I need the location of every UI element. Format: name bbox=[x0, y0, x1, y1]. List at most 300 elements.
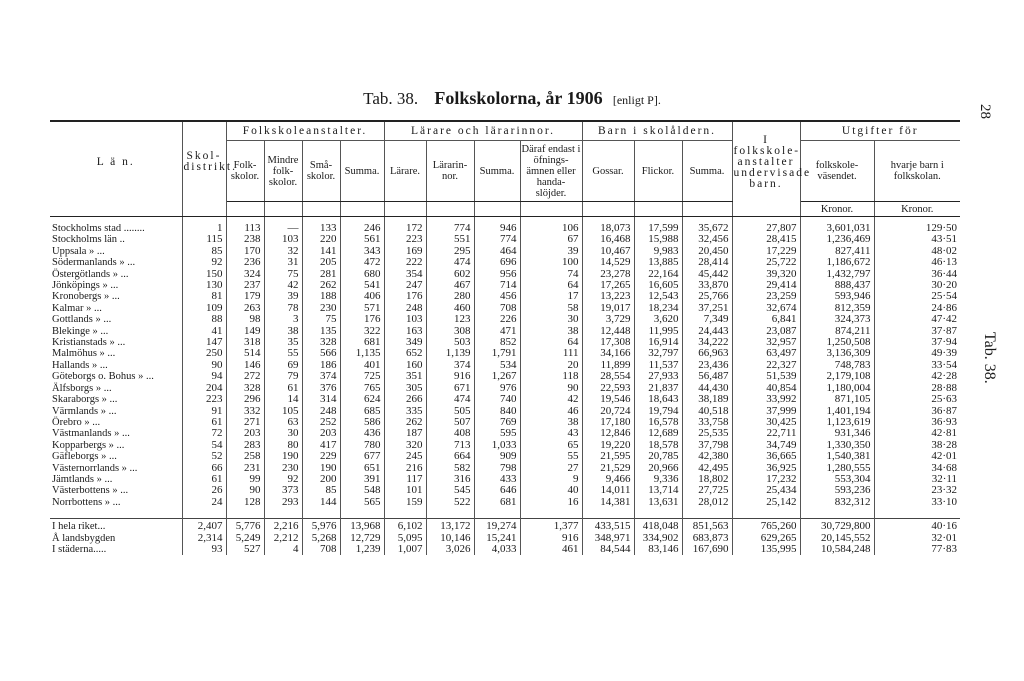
table-cell: 11,899 bbox=[582, 360, 634, 371]
row-label: Västerbottens » ... bbox=[50, 485, 182, 496]
group-header-row bbox=[50, 121, 960, 141]
group-header-folkskoleanstalter: Folkskoleanstalter. bbox=[226, 121, 384, 141]
table-cell: 163 bbox=[384, 326, 426, 337]
table-cell: 13,968 bbox=[340, 519, 384, 533]
total-row bbox=[50, 544, 960, 555]
table-cell: 514 bbox=[226, 348, 264, 359]
table-cell: 871,105 bbox=[800, 394, 874, 405]
table-cell: 94 bbox=[182, 371, 226, 382]
table-cell: 2,212 bbox=[264, 533, 302, 544]
source-note: [enligt P]. bbox=[612, 93, 661, 107]
table-cell: 248 bbox=[302, 406, 340, 417]
table-cell: 43 bbox=[520, 428, 582, 439]
table-cell: 376 bbox=[302, 383, 340, 394]
side-table-label: Tab. 38. bbox=[981, 332, 998, 384]
table-cell: 22,711 bbox=[732, 428, 800, 439]
table-cell: 46·13 bbox=[931, 256, 958, 269]
table-cell: 12,689 bbox=[634, 428, 682, 439]
table-cell: 305 bbox=[384, 383, 426, 394]
table-cell: 9,336 bbox=[634, 474, 682, 485]
table-cell: 916 bbox=[426, 371, 474, 382]
table-cell: 18,578 bbox=[634, 440, 682, 451]
table-cell: 13,172 bbox=[426, 519, 474, 533]
table-cell: 45,442 bbox=[682, 269, 732, 280]
table-cell: 21,837 bbox=[634, 383, 682, 394]
table-cell: 30,425 bbox=[732, 417, 800, 428]
table-cell: 40 bbox=[520, 485, 582, 496]
table-cell: 23,436 bbox=[682, 360, 732, 371]
row-label: I städerna..... bbox=[50, 544, 182, 555]
table-cell: 40,854 bbox=[732, 383, 800, 394]
table-cell: 595 bbox=[474, 428, 520, 439]
table-cell: 696 bbox=[474, 257, 520, 268]
table-cell: 417 bbox=[302, 440, 340, 451]
table-cell: 474 bbox=[426, 257, 474, 268]
row-label: Norrbottens » ... bbox=[50, 497, 182, 508]
table-cell: 12,729 bbox=[340, 533, 384, 544]
table-cell: 55 bbox=[520, 451, 582, 462]
table-cell: 602 bbox=[426, 269, 474, 280]
table-cell: 17,232 bbox=[732, 474, 800, 485]
table-cell: 130 bbox=[182, 280, 226, 291]
table-cell: 24 bbox=[182, 497, 226, 508]
table-heading: Folkskolorna, år 1906 bbox=[434, 88, 603, 108]
table-cell: 263 bbox=[226, 303, 264, 314]
table-cell: 69 bbox=[264, 360, 302, 371]
table-cell: 83,146 bbox=[634, 544, 682, 555]
row-label: Jämtlands » ... bbox=[50, 474, 182, 485]
table-cell: 186 bbox=[302, 360, 340, 371]
table-cell: 391 bbox=[340, 474, 384, 485]
table-cell: 103 bbox=[264, 234, 302, 245]
table-cell: 507 bbox=[426, 417, 474, 428]
table-cell: 56,487 bbox=[682, 371, 732, 382]
table-cell: 40·16 bbox=[874, 519, 960, 533]
table-cell: 248 bbox=[384, 303, 426, 314]
table-cell: 36·93 bbox=[931, 415, 958, 428]
table-cell: 32,456 bbox=[682, 234, 732, 245]
table-cell: 223 bbox=[384, 234, 426, 245]
table-cell: 652 bbox=[384, 348, 426, 359]
table-cell: 314 bbox=[302, 394, 340, 405]
table-cell: 551 bbox=[426, 234, 474, 245]
table-cell: 75 bbox=[264, 269, 302, 280]
table-cell: 34·68 bbox=[931, 461, 958, 474]
table-cell: 32·11 bbox=[931, 472, 958, 485]
table-cell: 1,432,797 bbox=[800, 269, 874, 280]
table-cell: 117 bbox=[384, 474, 426, 485]
table-cell: 176 bbox=[384, 291, 426, 302]
table-cell: 624 bbox=[340, 394, 384, 405]
row-label: I hela riket... bbox=[50, 519, 182, 533]
table-cell: 17,308 bbox=[582, 337, 634, 348]
table-cell: 5,976 bbox=[302, 519, 340, 533]
table-cell: 19,546 bbox=[582, 394, 634, 405]
table-cell: 11,537 bbox=[634, 360, 682, 371]
table-cell: 3,620 bbox=[634, 314, 682, 325]
table-cell: 373 bbox=[264, 485, 302, 496]
table-cell: 5,268 bbox=[302, 533, 340, 544]
table-cell: 29,414 bbox=[732, 280, 800, 291]
table-cell: 14,381 bbox=[582, 497, 634, 508]
table-cell: 170 bbox=[226, 246, 264, 257]
table-cell: 133 bbox=[302, 223, 340, 234]
row-label: Kalmar » ... bbox=[50, 303, 182, 314]
table-cell: 683,873 bbox=[682, 533, 732, 544]
table-row bbox=[50, 314, 960, 325]
table-cell: 571 bbox=[340, 303, 384, 314]
table-cell: 42·81 bbox=[931, 427, 958, 440]
table-cell: 23,259 bbox=[732, 291, 800, 302]
table-cell: 203 bbox=[226, 428, 264, 439]
table-cell: 27 bbox=[520, 463, 582, 474]
row-label: Skaraborgs » ... bbox=[50, 394, 182, 405]
table-cell: 548 bbox=[340, 485, 384, 496]
table-cell: 931,346 bbox=[800, 428, 874, 439]
table-cell: 35,672 bbox=[682, 223, 732, 234]
table-cell: 44,430 bbox=[682, 383, 732, 394]
table-cell: 93 bbox=[182, 544, 226, 555]
table-cell: 32,797 bbox=[634, 348, 682, 359]
table-cell: 36,665 bbox=[732, 451, 800, 462]
table-cell: 374 bbox=[302, 371, 340, 382]
table-cell: 467 bbox=[426, 280, 474, 291]
col-header-summa-barn: Summa. bbox=[682, 141, 732, 202]
table-cell: 223 bbox=[182, 394, 226, 405]
table-row bbox=[50, 394, 960, 405]
table-cell: 6,102 bbox=[384, 519, 426, 533]
table-cell: 9,983 bbox=[634, 246, 682, 257]
table-cell: 10,467 bbox=[582, 246, 634, 257]
table-cell: 63,497 bbox=[732, 348, 800, 359]
row-label: Östergötlands » ... bbox=[50, 269, 182, 280]
table-cell: 63 bbox=[264, 417, 302, 428]
table-cell: 916 bbox=[520, 533, 582, 544]
table-cell: 320 bbox=[384, 440, 426, 451]
col-header-larare: Lärare. bbox=[384, 141, 426, 202]
table-cell: 18,802 bbox=[682, 474, 732, 485]
table-cell: 874,211 bbox=[800, 326, 874, 337]
table-cell: 651 bbox=[340, 463, 384, 474]
table-cell: 36·87 bbox=[931, 404, 958, 417]
table-cell: 176 bbox=[340, 314, 384, 325]
table-cell: 38 bbox=[264, 326, 302, 337]
table-cell: 231 bbox=[226, 463, 264, 474]
table-cell: 16,605 bbox=[634, 280, 682, 291]
table-cell: 293 bbox=[264, 497, 302, 508]
table-cell: 272 bbox=[226, 371, 264, 382]
table-cell: 593,236 bbox=[800, 485, 874, 496]
row-label: Kristianstads » ... bbox=[50, 337, 182, 348]
row-label: Uppsala » ... bbox=[50, 246, 182, 257]
table-cell: 332 bbox=[226, 406, 264, 417]
table-cell: 725 bbox=[340, 371, 384, 382]
table-cell: 28,414 bbox=[682, 257, 732, 268]
table-cell: 146 bbox=[226, 360, 264, 371]
table-cell: 42·28 bbox=[931, 370, 958, 383]
row-label: Göteborgs o. Bohus » ... bbox=[50, 371, 182, 382]
table-cell: 664 bbox=[426, 451, 474, 462]
table-cell: 35 bbox=[264, 337, 302, 348]
table-cell: 34,222 bbox=[682, 337, 732, 348]
table-cell: 24,443 bbox=[682, 326, 732, 337]
table-cell: 774 bbox=[426, 223, 474, 234]
table-cell: 14,011 bbox=[582, 485, 634, 496]
table-cell: 23·32 bbox=[931, 484, 958, 497]
table-cell: 37,251 bbox=[682, 303, 732, 314]
table-cell: 33·10 bbox=[931, 495, 958, 508]
table-cell: 408 bbox=[426, 428, 474, 439]
table-cell: 280 bbox=[426, 291, 474, 302]
table-cell: 18,643 bbox=[634, 394, 682, 405]
table-cell: 10,146 bbox=[426, 533, 474, 544]
table-cell: 109 bbox=[182, 303, 226, 314]
col-header-folkskolor: Folk-skolor. bbox=[226, 141, 264, 202]
table-cell: 54 bbox=[182, 440, 226, 451]
table-cell: 27,725 bbox=[682, 485, 732, 496]
table-cell: 671 bbox=[426, 383, 474, 394]
row-label: Älfsborgs » ... bbox=[50, 383, 182, 394]
table-cell: 3,026 bbox=[426, 544, 474, 555]
table-cell: 48·02 bbox=[931, 244, 958, 257]
table-cell: 128 bbox=[226, 497, 264, 508]
table-cell: 28,012 bbox=[682, 497, 732, 508]
table-cell: 90 bbox=[182, 360, 226, 371]
table-cell: 832,312 bbox=[800, 497, 874, 508]
col-header-summa-skolor: Summa. bbox=[340, 141, 384, 202]
table-cell: 25,142 bbox=[732, 497, 800, 508]
table-cell: 42,380 bbox=[682, 451, 732, 462]
table-cell: 28·88 bbox=[931, 381, 958, 394]
col-header-darav: Däraf endast i öfnings-ämnen eller handa-slöjder. bbox=[520, 141, 582, 202]
row-label: Å landsbygden bbox=[50, 533, 182, 544]
table-title bbox=[0, 88, 1024, 109]
table-cell: 22,593 bbox=[582, 383, 634, 394]
table-cell: 1 bbox=[182, 223, 226, 234]
table-cell: 5,249 bbox=[226, 533, 264, 544]
table-cell: 101 bbox=[384, 485, 426, 496]
table-cell: 32·01 bbox=[931, 531, 958, 544]
table-cell: 167,690 bbox=[682, 544, 732, 555]
table-cell: 976 bbox=[474, 383, 520, 394]
row-label: Blekinge » ... bbox=[50, 326, 182, 337]
table-cell: 812,359 bbox=[800, 303, 874, 314]
table-cell: 629,265 bbox=[732, 533, 800, 544]
table-cell: 30 bbox=[264, 428, 302, 439]
table-cell: 81 bbox=[182, 291, 226, 302]
table-cell: 216 bbox=[384, 463, 426, 474]
table-cell: 1,007 bbox=[384, 544, 426, 555]
table-cell: 582 bbox=[426, 463, 474, 474]
table-cell: 103 bbox=[384, 314, 426, 325]
table-cell: 1,330,350 bbox=[800, 440, 874, 451]
table-cell: 1,236,469 bbox=[800, 234, 874, 245]
table-cell: 2,179,108 bbox=[800, 371, 874, 382]
table-cell: 909 bbox=[474, 451, 520, 462]
table-cell: 21,529 bbox=[582, 463, 634, 474]
row-label: Jönköpings » ... bbox=[50, 280, 182, 291]
table-cell: 22,327 bbox=[732, 360, 800, 371]
table-cell: 19,220 bbox=[582, 440, 634, 451]
table-cell: 593,946 bbox=[800, 291, 874, 302]
table-cell: 25,766 bbox=[682, 291, 732, 302]
table-cell: 80 bbox=[264, 440, 302, 451]
table-cell: 230 bbox=[302, 303, 340, 314]
table-row bbox=[50, 371, 960, 382]
table-cell: 77·83 bbox=[931, 542, 958, 555]
table-cell: 714 bbox=[474, 280, 520, 291]
table-cell: 34,166 bbox=[582, 348, 634, 359]
table-number: Tab. 38. bbox=[363, 89, 419, 108]
table-cell: 24·86 bbox=[931, 301, 958, 314]
table-cell: 33,870 bbox=[682, 280, 732, 291]
table-cell: 2,314 bbox=[182, 533, 226, 544]
table-cell: 31 bbox=[264, 257, 302, 268]
table-cell: 52 bbox=[182, 451, 226, 462]
table-cell: 708 bbox=[302, 544, 340, 555]
table-cell: 39,320 bbox=[732, 269, 800, 280]
table-cell: 4 bbox=[264, 544, 302, 555]
table-cell: 123 bbox=[426, 314, 474, 325]
table-cell: 141 bbox=[302, 246, 340, 257]
table-cell: 33·54 bbox=[931, 358, 958, 371]
table-cell: 681 bbox=[474, 497, 520, 508]
col-header-lan: L ä n. bbox=[50, 121, 182, 202]
table-cell: 545 bbox=[426, 485, 474, 496]
table-cell: 38 bbox=[520, 417, 582, 428]
unit-row bbox=[50, 202, 960, 217]
table-cell: 262 bbox=[302, 280, 340, 291]
table-cell: 66,963 bbox=[682, 348, 732, 359]
table-cell: 3,729 bbox=[582, 314, 634, 325]
table-cell: 2,216 bbox=[264, 519, 302, 533]
table-cell: 769 bbox=[474, 417, 520, 428]
page-number: 28 bbox=[977, 104, 993, 119]
table-cell: 308 bbox=[426, 326, 474, 337]
spacer-row bbox=[50, 508, 960, 519]
table-cell: 90 bbox=[520, 383, 582, 394]
table-cell: 200 bbox=[302, 474, 340, 485]
table-cell: 51,539 bbox=[732, 371, 800, 382]
table-cell: 13,631 bbox=[634, 497, 682, 508]
table-cell: 61 bbox=[182, 474, 226, 485]
table-cell: 49·39 bbox=[931, 347, 958, 360]
table-cell: 527 bbox=[226, 544, 264, 555]
table-cell: 322 bbox=[340, 326, 384, 337]
table-cell: 472 bbox=[340, 257, 384, 268]
table-cell: 99 bbox=[226, 474, 264, 485]
table-cell: 354 bbox=[384, 269, 426, 280]
table-cell: 565 bbox=[340, 497, 384, 508]
table-cell: 190 bbox=[264, 451, 302, 462]
table-cell: 433,515 bbox=[582, 519, 634, 533]
table-cell: 17,180 bbox=[582, 417, 634, 428]
table-cell: 21,595 bbox=[582, 451, 634, 462]
table-cell: 586 bbox=[340, 417, 384, 428]
row-label: Södermanlands » ... bbox=[50, 257, 182, 268]
table-cell: 12,543 bbox=[634, 291, 682, 302]
table-cell: 464 bbox=[474, 246, 520, 257]
col-header-folkskolevasendet: folkskole-väsendet. bbox=[800, 141, 874, 202]
table-cell: 100 bbox=[520, 257, 582, 268]
table-row bbox=[50, 428, 960, 439]
table-cell: 9 bbox=[520, 474, 582, 485]
table-cell: 188 bbox=[302, 291, 340, 302]
table-cell: 15,988 bbox=[634, 234, 682, 245]
table-cell: 19,794 bbox=[634, 406, 682, 417]
table-cell: 851,563 bbox=[682, 519, 732, 533]
table-cell: 436 bbox=[340, 428, 384, 439]
table-cell: 30,729,800 bbox=[800, 519, 874, 533]
table-cell: 798 bbox=[474, 463, 520, 474]
table-cell: 680 bbox=[340, 269, 384, 280]
table-cell: 18,073 bbox=[582, 223, 634, 234]
table-cell: 38·28 bbox=[931, 438, 958, 451]
table-cell: 111 bbox=[520, 348, 582, 359]
group-header-barn: Barn i skolåldern. bbox=[582, 121, 732, 141]
table-cell: 328 bbox=[302, 337, 340, 348]
table-cell: 16,914 bbox=[634, 337, 682, 348]
table-cell: 1,139 bbox=[426, 348, 474, 359]
table-cell: 646 bbox=[474, 485, 520, 496]
table-cell: 22,164 bbox=[634, 269, 682, 280]
table-cell: 41 bbox=[182, 326, 226, 337]
table-cell: 19,274 bbox=[474, 519, 520, 533]
table-cell: 129·50 bbox=[925, 222, 958, 234]
table-cell: 25·63 bbox=[931, 393, 958, 406]
table-cell: 6,841 bbox=[732, 314, 800, 325]
table-cell: 78 bbox=[264, 303, 302, 314]
table-cell: 179 bbox=[226, 291, 264, 302]
table-cell: 460 bbox=[426, 303, 474, 314]
table-cell: 25,535 bbox=[682, 428, 732, 439]
table-cell: 281 bbox=[302, 269, 340, 280]
table-cell: 16,578 bbox=[634, 417, 682, 428]
table-cell: 1,280,555 bbox=[800, 463, 874, 474]
table-cell: 98 bbox=[226, 314, 264, 325]
table-cell: 946 bbox=[474, 223, 520, 234]
table-cell: 9,466 bbox=[582, 474, 634, 485]
table-cell: 28,554 bbox=[582, 371, 634, 382]
table-cell: 42 bbox=[520, 394, 582, 405]
table-cell: 25,434 bbox=[732, 485, 800, 496]
table-cell: 46 bbox=[520, 406, 582, 417]
table-cell: 64 bbox=[520, 337, 582, 348]
table-cell: 85 bbox=[182, 246, 226, 257]
table-cell: 105 bbox=[264, 406, 302, 417]
table-cell: 18,234 bbox=[634, 303, 682, 314]
table-cell: 505 bbox=[426, 406, 474, 417]
row-label: Stockholms stad ........ bbox=[50, 223, 182, 234]
table-cell: 15,241 bbox=[474, 533, 520, 544]
table-cell: 17 bbox=[520, 291, 582, 302]
table-cell: 324 bbox=[226, 269, 264, 280]
table-cell: 20,724 bbox=[582, 406, 634, 417]
table-cell: 271 bbox=[226, 417, 264, 428]
table-cell: 708 bbox=[474, 303, 520, 314]
table-cell: 20,966 bbox=[634, 463, 682, 474]
table-cell: 541 bbox=[340, 280, 384, 291]
col-header-hvarje-barn: hvarje barn i folkskolan. bbox=[874, 141, 960, 202]
table-cell: 713 bbox=[426, 440, 474, 451]
table-cell: 566 bbox=[302, 348, 340, 359]
table-row bbox=[50, 451, 960, 462]
table-cell: 5,776 bbox=[226, 519, 264, 533]
table-cell: 58 bbox=[520, 303, 582, 314]
table-cell: 222 bbox=[384, 257, 426, 268]
row-label: Värmlands » ... bbox=[50, 406, 182, 417]
table-cell: 238 bbox=[226, 234, 264, 245]
